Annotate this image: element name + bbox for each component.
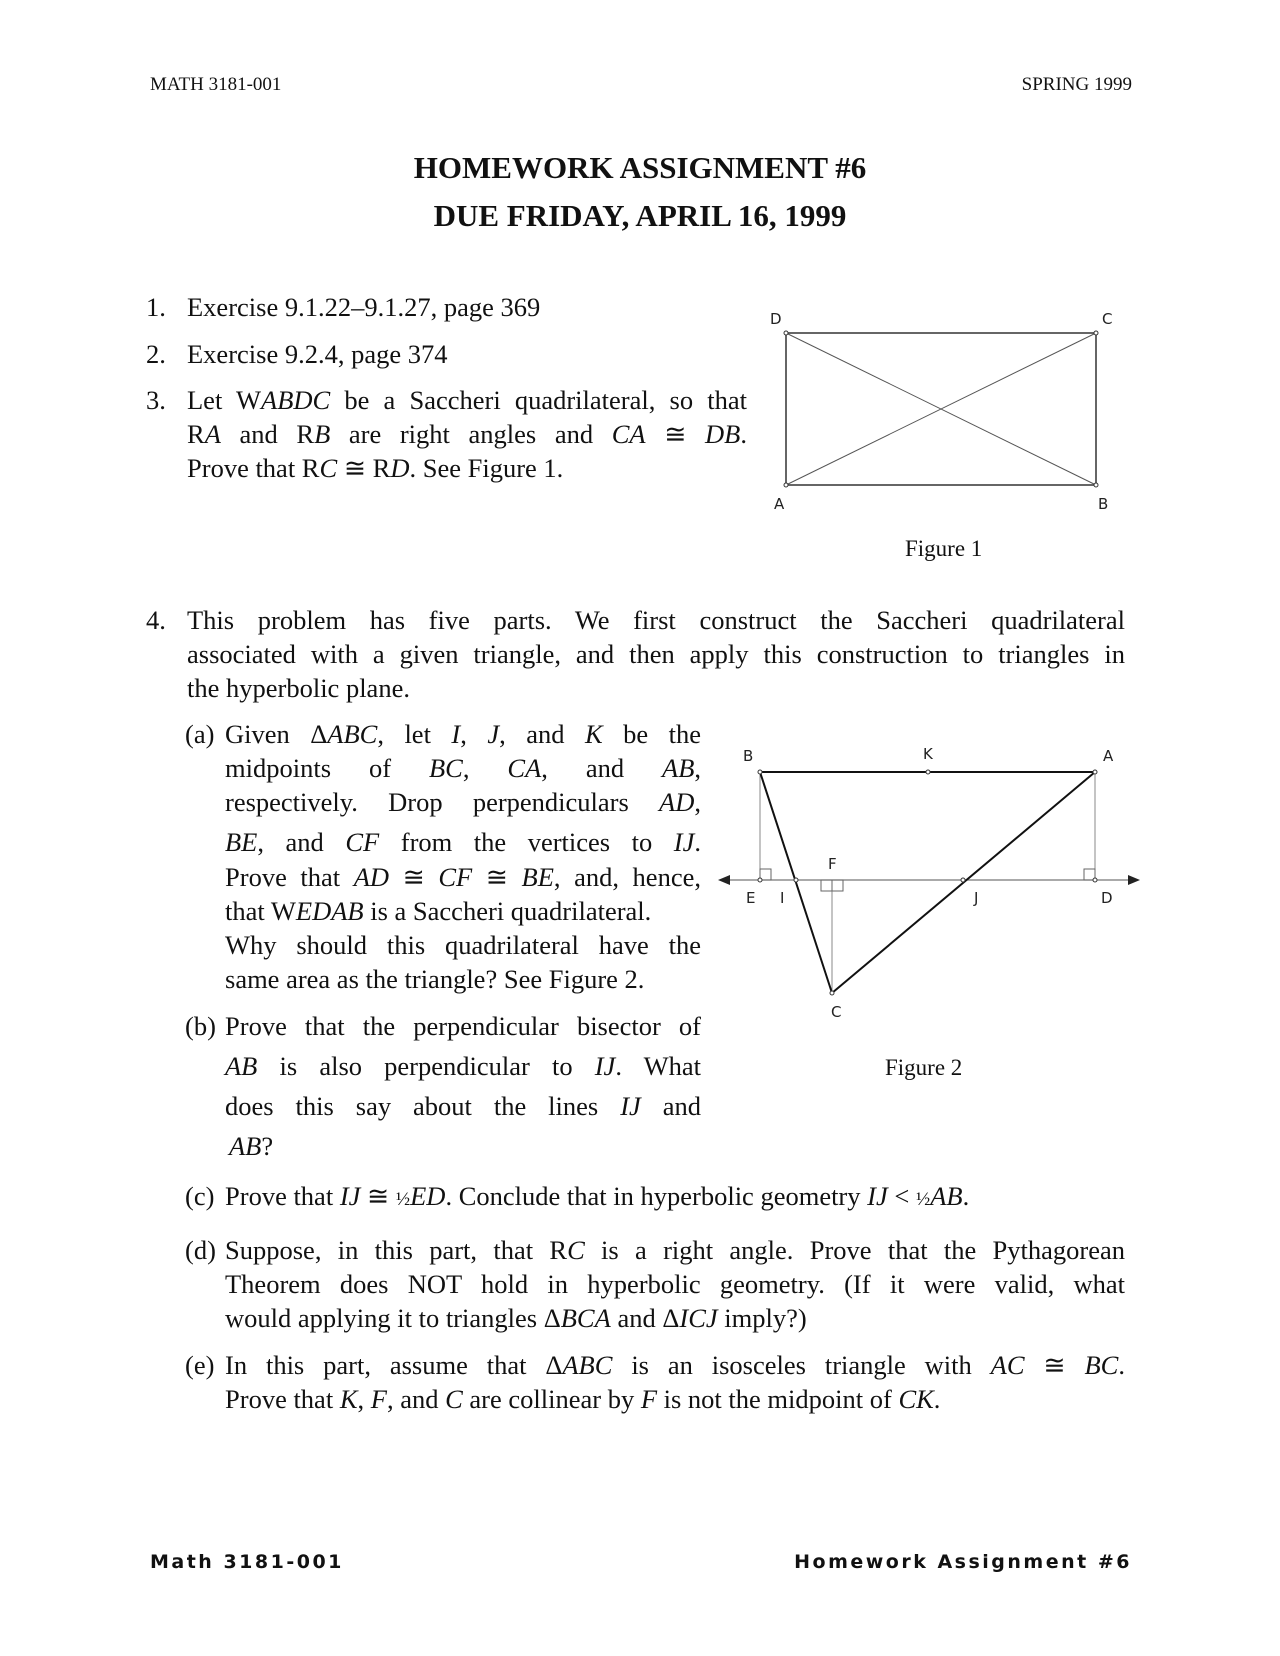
part-a-label: (a) xyxy=(185,719,215,749)
problem-3-line-2: RA and RB are right angles and CA ≅ DB. xyxy=(187,419,747,449)
figure-2-arrow-right-icon xyxy=(1128,875,1140,885)
figure-2-label-a: A xyxy=(1103,747,1114,765)
part-a-line-2: midpoints of BC, CA, and AB, xyxy=(225,753,702,783)
part-a-line-5: Prove that AD ≅ CF ≅ BE, and, hence, xyxy=(225,862,701,892)
due-date: DUE FRIDAY, APRIL 16, 1999 xyxy=(433,198,847,233)
problem-4-number: 4. xyxy=(146,605,166,635)
footer-course: Math 3181-001 xyxy=(150,1551,344,1573)
figure-1-label-a: A xyxy=(774,495,785,513)
footer-title: Homework Assignment #6 xyxy=(794,1551,1132,1573)
problem-3-line-1: Let WABDC be a Saccheri quadrilateral, so that xyxy=(187,385,747,415)
course-header: MATH 3181-001 xyxy=(150,74,282,95)
figure-2-label-f: F xyxy=(828,855,837,873)
part-d-line-3: would applying it to triangles ΔBCA and ΔICJ imply?) xyxy=(225,1303,807,1333)
problem-2-number: 2. xyxy=(146,339,166,369)
page-title: HOMEWORK ASSIGNMENT #6 xyxy=(413,150,867,185)
figure-1-diagram xyxy=(760,305,1120,515)
figure-1-label-c: C xyxy=(1102,310,1113,328)
problem-3-line-3: Prove that RC ≅ RD. See Figure 1. xyxy=(187,453,564,483)
part-b-line-3: does this say about the lines IJ and xyxy=(225,1091,701,1121)
part-b-line-1: Prove that the perpendicular bisector of xyxy=(225,1011,701,1041)
part-c-line-1: Prove that IJ ≅ ½ED. Conclude that in hyperbolic geometry IJ < ½AB. xyxy=(225,1181,970,1211)
figure-2-label-c: C xyxy=(831,1003,842,1020)
figure-1-caption: Figure 1 xyxy=(905,536,983,561)
problem-4-intro-line-3: the hyperbolic plane. xyxy=(187,673,410,703)
figure-2-label-j: J xyxy=(974,889,979,907)
part-a-line-1: Given ΔABC, let I, J, and K be the xyxy=(225,719,701,749)
figure-1-label-b: B xyxy=(1098,495,1109,513)
figure-2-caption: Figure 2 xyxy=(885,1055,963,1080)
problem-3-number: 3. xyxy=(146,385,166,415)
problem-4-intro-line-1: This problem has five parts. We first construct the Saccheri quadrilateral xyxy=(187,605,1125,635)
part-e-line-1: In this part, assume that ΔABC is an isosceles triangle with AC ≅ BC. xyxy=(225,1350,1125,1380)
term-header: SPRING 1999 xyxy=(1021,74,1132,95)
figure-2-side-ca xyxy=(832,772,1095,993)
figure-2-label-b: B xyxy=(743,747,754,765)
figure-2-label-i: I xyxy=(780,889,785,907)
part-b-label: (b) xyxy=(185,1011,216,1041)
part-b-line-2: AB is also perpendicular to IJ. What xyxy=(225,1051,701,1081)
part-e-label: (e) xyxy=(185,1350,215,1380)
part-a-line-7: Why should this quadrilateral have the xyxy=(225,930,701,960)
part-a-line-4: BE, and CF from the vertices to IJ. xyxy=(225,827,702,857)
figure-1-label-d: D xyxy=(770,310,782,328)
problem-1-number: 1. xyxy=(146,292,166,322)
figure-2-arrow-left-icon xyxy=(718,875,730,885)
figure-2-label-k: K xyxy=(923,745,933,763)
part-c-label: (c) xyxy=(185,1181,215,1211)
part-a-line-8: same area as the triangle? See Figure 2. xyxy=(225,964,645,994)
part-d-label: (d) xyxy=(185,1235,216,1265)
part-e-line-2: Prove that K, F, and C are collinear by F is not the midpoint of CK. xyxy=(225,1384,941,1414)
problem-1-text: Exercise 9.1.22–9.1.27, page 369 xyxy=(187,292,541,322)
problem-2-text: Exercise 9.2.4, page 374 xyxy=(187,339,448,369)
part-b-line-4: AB? xyxy=(229,1131,274,1161)
figure-2-label-e: E xyxy=(746,889,756,907)
part-d-line-2: Theorem does NOT hold in hyperbolic geometry. (If it were valid, what xyxy=(225,1269,1125,1299)
figure-2-label-d: D xyxy=(1101,889,1113,907)
figure-2-diagram xyxy=(700,735,1140,1020)
part-a-line-3: respectively. Drop perpendiculars AD, xyxy=(225,787,701,817)
part-a-line-6: that WEDAB is a Saccheri quadrilateral. xyxy=(225,896,652,926)
part-d-line-1: Suppose, in this part, that RC is a right angle. Prove that the Pythagorean xyxy=(225,1235,1126,1265)
problem-4-intro-line-2: associated with a given triangle, and then apply this construction to triangles in xyxy=(187,639,1125,669)
